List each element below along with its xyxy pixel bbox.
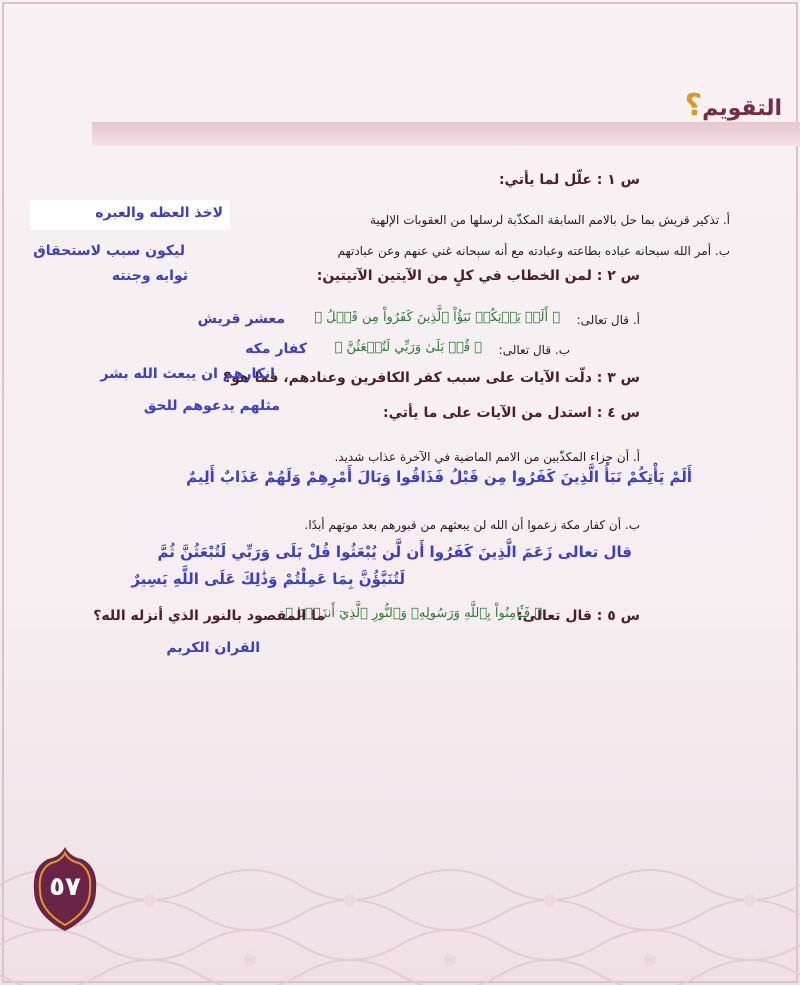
q4-heading: س ٤ : استدل من الآيات على ما يأتي: xyxy=(383,405,640,421)
q5-question: ما المقصود بالنور الذي أنزله الله؟ xyxy=(93,608,325,624)
ornamental-border xyxy=(0,845,800,985)
q1-b-answer-1: ليكون سبب لاستحقاق xyxy=(33,243,185,259)
q4-b-text: ب. أن كفار مكة زعموا أن الله لن يبعثهم من قبورهم بعد موتهم أبدًا. xyxy=(304,518,640,532)
header-band xyxy=(92,122,800,146)
q3-heading: س ٣ : دلّت الآيات على سبب كفر الكافرين وعنادهم، فما هو؟ xyxy=(223,370,640,386)
q1-b-answer-2: ثوابه وجنته xyxy=(111,268,188,284)
q1-heading: س ١ : علّل لما يأتي: xyxy=(498,172,640,188)
q3-answer-2: مثلهم يدعوهم للحق xyxy=(143,398,280,414)
question-mark-icon: ؟ xyxy=(684,88,703,123)
q2-a-verse: ﴿ أَلَمۡ يَأۡتِكُمۡ نَبَؤُاْ ٱلَّذِينَ كَفَرُواْ مِن قَبۡلُ ﴾ xyxy=(314,310,560,325)
q5-verse: ﴿ فَـَٔامِنُواْ بِٱللَّهِ وَرَسُولِهِۦ وَٱلنُّورِ ٱلَّذِيٓ أَنزَلۡنَا ﴾ xyxy=(285,606,542,621)
q2-b-verse: ﴿ قُلۡ بَلَىٰ وَرَبِّي لَتُبۡعَثُنَّ ﴾ xyxy=(334,340,482,355)
q2-a-prefix: أ. قال تعالى: xyxy=(576,313,640,327)
title-text: التقويم xyxy=(702,96,782,121)
q2-b-prefix: ب. قال تعالى: xyxy=(498,343,570,357)
q1-b-text: ب. أمر الله سبحانه عباده بطاعته وعبادته مع أنه سبحانه غني عنهم وعن عبادتهم xyxy=(337,244,730,258)
q1-a-text: أ. تذكير قريش بما حل بالامم السابقة المكذّبة لرسلها من العقوبات الإلهية xyxy=(369,213,730,227)
page-title xyxy=(685,88,782,122)
q4-a-text: أ. أن جزاء المكذّبين من الامم الماضية في الآخرة عذاب شديد. xyxy=(334,450,640,464)
page-number: ٥٧ xyxy=(49,872,81,902)
q5-answer: القران الكريم xyxy=(166,640,260,656)
q4-a-answer: أَلَمْ يَأْتِكُمْ نَبَأُ الَّذِينَ كَفَرُوا مِن قَبْلُ فَذَاقُوا وَبَالَ أَمْرِهِمْ وَلَهُمْ عَذَابٌ أَلِيمٌ xyxy=(186,468,692,486)
q2-heading: س ٢ : لمن الخطاب في كلٍ من الآيتين الآتيتين: xyxy=(316,268,640,284)
q4-b-answer-2: لَتُنَبَّؤُنَّ بِمَا عَمِلْتُمْ وَذَٰلِكَ عَلَى اللَّهِ يَسِيرٌ xyxy=(131,570,405,588)
q2-b-answer: كفار مكه xyxy=(245,341,307,357)
q3-answer-1: انكارهم ان يبعث الله بشر xyxy=(100,366,275,382)
q2-a-answer: معشر قريش xyxy=(197,311,285,327)
q1-a-answer: لاخذ العظه والعبره xyxy=(95,205,223,221)
q5-prefix: س ٥ : قال تعالى: xyxy=(517,608,640,624)
q4-b-answer-1: قال تعالى زَعَمَ الَّذِينَ كَفَرُوا أَن لَّن يُبْعَثُوا قُلْ بَلَى وَرَبِّي لَتُبْعَثُنَّ ثُمَّ xyxy=(157,543,632,561)
